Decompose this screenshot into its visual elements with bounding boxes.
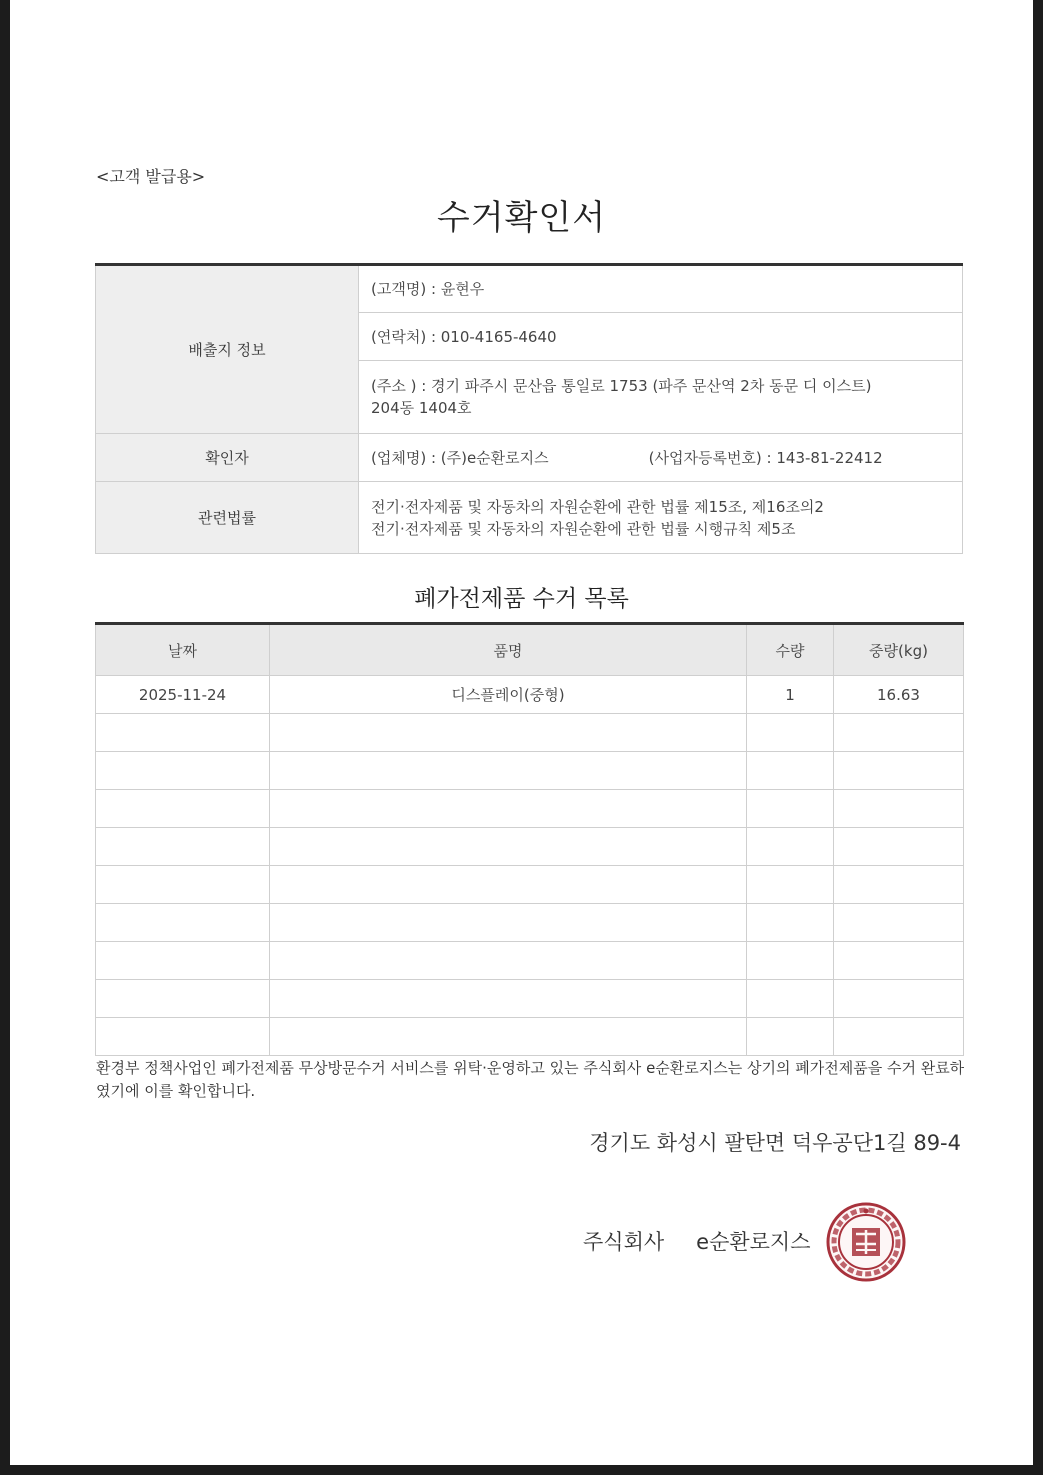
- page-title: 수거확인서: [436, 198, 607, 238]
- empty-row: [96, 828, 964, 866]
- empty-row: [96, 942, 964, 980]
- empty-row: [96, 790, 964, 828]
- cell-weight: 16.63: [834, 676, 964, 714]
- items-table: [95, 622, 964, 1056]
- company-prefix: 주식회사: [583, 1230, 665, 1254]
- law-line2: 전기·전자제품 및 자동차의 자원순환에 관한 법률 시행규칙 제5조: [371, 519, 796, 538]
- header-weight: 중량(kg): [834, 624, 964, 676]
- empty-row: [96, 866, 964, 904]
- empty-row: [96, 714, 964, 752]
- company-name: (업체명) : (주)e순환로지스: [371, 448, 549, 467]
- list-title: 폐가전제품 수거 목록: [414, 586, 629, 612]
- company-seal-icon: [826, 1202, 906, 1282]
- info-table: [95, 263, 963, 554]
- customer-address: [359, 361, 963, 434]
- table-row: [96, 676, 964, 714]
- law-line1: 전기·전자제품 및 자동차의 자원순환에 관한 법률 제15조, 제16조의2: [371, 497, 824, 516]
- issue-note: <고객 발급용>: [96, 167, 206, 186]
- emission-label: 배출지 정보: [96, 265, 359, 434]
- confirmation-statement: 환경부 정책사업인 폐가전제품 무상방문수거 서비스를 위탁·운영하고 있는 주식회사 e순환로지스는 상기의 폐가전제품을 수거 완료하였기에 이를 확인합니다.: [96, 1059, 965, 1100]
- customer-contact: (연락처) : 010-4165-4640: [359, 313, 963, 361]
- law-info: [359, 482, 963, 554]
- cell-date: 2025-11-24: [96, 676, 270, 714]
- cell-item: 디스플레이(중형): [270, 676, 747, 714]
- empty-row: [96, 904, 964, 942]
- header-qty: 수량: [747, 624, 834, 676]
- empty-row: [96, 752, 964, 790]
- address-line2: 204동 1404호: [371, 399, 472, 417]
- empty-row: [96, 1018, 964, 1056]
- empty-row: [96, 980, 964, 1018]
- law-label: 관련법률: [96, 482, 359, 554]
- company-address: 경기도 화성시 팔탄면 덕우공단1길 89-4: [589, 1131, 961, 1155]
- cell-qty: 1: [747, 676, 834, 714]
- confirmer-info: [359, 434, 963, 482]
- address-line1: (주소 ) : 경기 파주시 문산읍 통일로 1753 (파주 문산역 2차 동문 디 이스트): [371, 377, 872, 395]
- document-page: [10, 0, 1033, 1465]
- table-header-row: [96, 624, 964, 676]
- customer-name: (고객명) : 윤현우: [359, 265, 963, 313]
- company-name-footer: e순환로지스: [696, 1230, 811, 1254]
- confirmer-label: 확인자: [96, 434, 359, 482]
- header-date: 날짜: [96, 624, 270, 676]
- company-signature: [583, 1226, 811, 1256]
- header-item: 품명: [270, 624, 747, 676]
- business-number: (사업자등록번호) : 143-81-22412: [648, 448, 883, 467]
